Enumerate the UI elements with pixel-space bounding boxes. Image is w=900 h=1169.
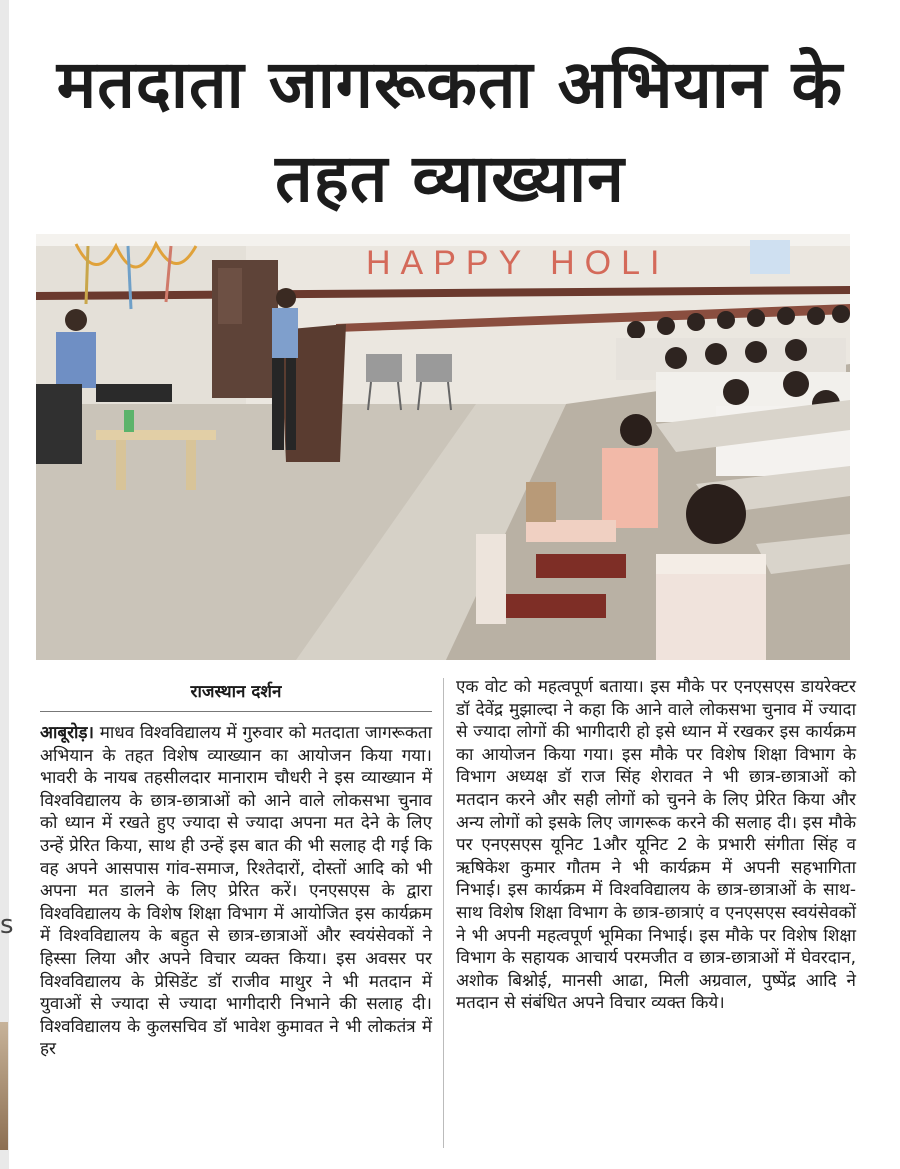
adjacent-photo-fragment [0, 1022, 8, 1150]
holi-banner: HAPPY HOLI [366, 244, 670, 282]
adjacent-page-fragment: s [0, 910, 14, 940]
student-foreground [686, 484, 746, 544]
lecture-hall-illustration [36, 234, 850, 660]
dateline: आबूरोड़। [40, 723, 94, 743]
adjacent-page-edge [0, 0, 9, 1169]
column-divider [443, 678, 444, 1148]
guest-table [96, 430, 216, 440]
guest [65, 309, 87, 331]
byline: राजस्थान दर्शन [190, 682, 282, 702]
byline-rule [40, 711, 432, 712]
chairs [536, 554, 626, 578]
speaker [276, 288, 296, 308]
article-column-left [40, 722, 432, 1061]
article-headline: मतदाता जागरूकता अभियान के तहत व्याख्यान [56, 46, 844, 217]
student-front [620, 414, 652, 446]
wall-poster [750, 240, 790, 274]
event-photo [36, 234, 850, 660]
article-column-right: एक वोट को महत्वपूर्ण बताया। इस मौके पर एनएसएस डायरेक्टर डॉ देवेंद्र मुझाल्दा ने कहा कि आने वाले लोकसभा चुनाव में ज्यादा से ज्यादा लोगों की भागीदारी हो इसे ध्यान में रखकर इस कार्यक्रम का आयोजन किया गया। इस मौके पर विशेष शिक्षा विभाग के विभाग अध्यक्ष डॉ राज सिंह शेरावत ने भी छात्र-छात्राओं को मतदान करने और सही लोगों को चुनने के लिए प्रेरित किया और अन्य लोगों को इसके लिए जागरूक करने की सलाह दी। इस मौके पर एनएसएस यूनिट 1और यूनिट 2 के प्रभारी संगीता सिंह व ऋषिकेश कुमार गौतम ने भी कार्यक्रम में अपनी सहभागिता निभाई। इस कार्यक्रम में विश्वविद्यालय के छात्र-छात्राओं के साथ-साथ विशेष शिक्षा विभाग के छात्र-छात्राएं व एनएसएस स्वयंसेवकों ने भी अपनी महत्वपूर्ण भूमिका निभाई। इस मौके पर विशेष शिक्षा विभाग के सहायक आचार्य परमजीत व छात्र-छात्राओं में घेवरदान, अशोक बिश्नोई, मानसी आढा, मिली अग्रवाल, पुष्पेंद्र आदि ने मतदान से संबंधित अपने विचार व्यक्त किये। [456, 677, 856, 1014]
article-body-left: माधव विश्वविद्यालय में गुरुवार को मतदाता जागरूकता अभियान के तहत विशेष व्याख्यान का आयोजन किया गया। भावरी के नायब तहसीलदार मानाराम चौधरी ने इस व्याख्यान में विश्वविद्यालय के छात्र-छात्राओं को आने वाले लोकसभा चुनाव को ध्यान में रखते हुए ज्यादा से ज्यादा अपना मत देने के लिए उन्हें प्रेरित किया, साथ ही उन्हें इस बात की भी सलाह दी गई कि वह अपने आसपास गांव-समाज, रिश्तेदारों, दोस्तों आदि को भी अपना मत डालने के लिए प्रेरित करें। एनएसएस के द्वारा विश्वविद्यालय के विशेष शिक्षा विभाग में आयोजित इस कार्यक्रम में विश्वविद्यालय के बहुत से छात्र-छात्राओं और स्वयंसेवकों ने हिस्सा लिया और अपने विचार व्यक्त किया। इस अवसर पर विश्वविद्यालय के प्रेसिडेंट डॉ राजीव माथुर ने भी मतदान में युवाओं से ज्यादा से ज्यादा भागीदारी निभाने की सलाह दी। विश्वविद्यालय के कुलसचिव डॉ भावेश कुमावत ने भी लोकतंत्र में हर [40, 723, 432, 1060]
